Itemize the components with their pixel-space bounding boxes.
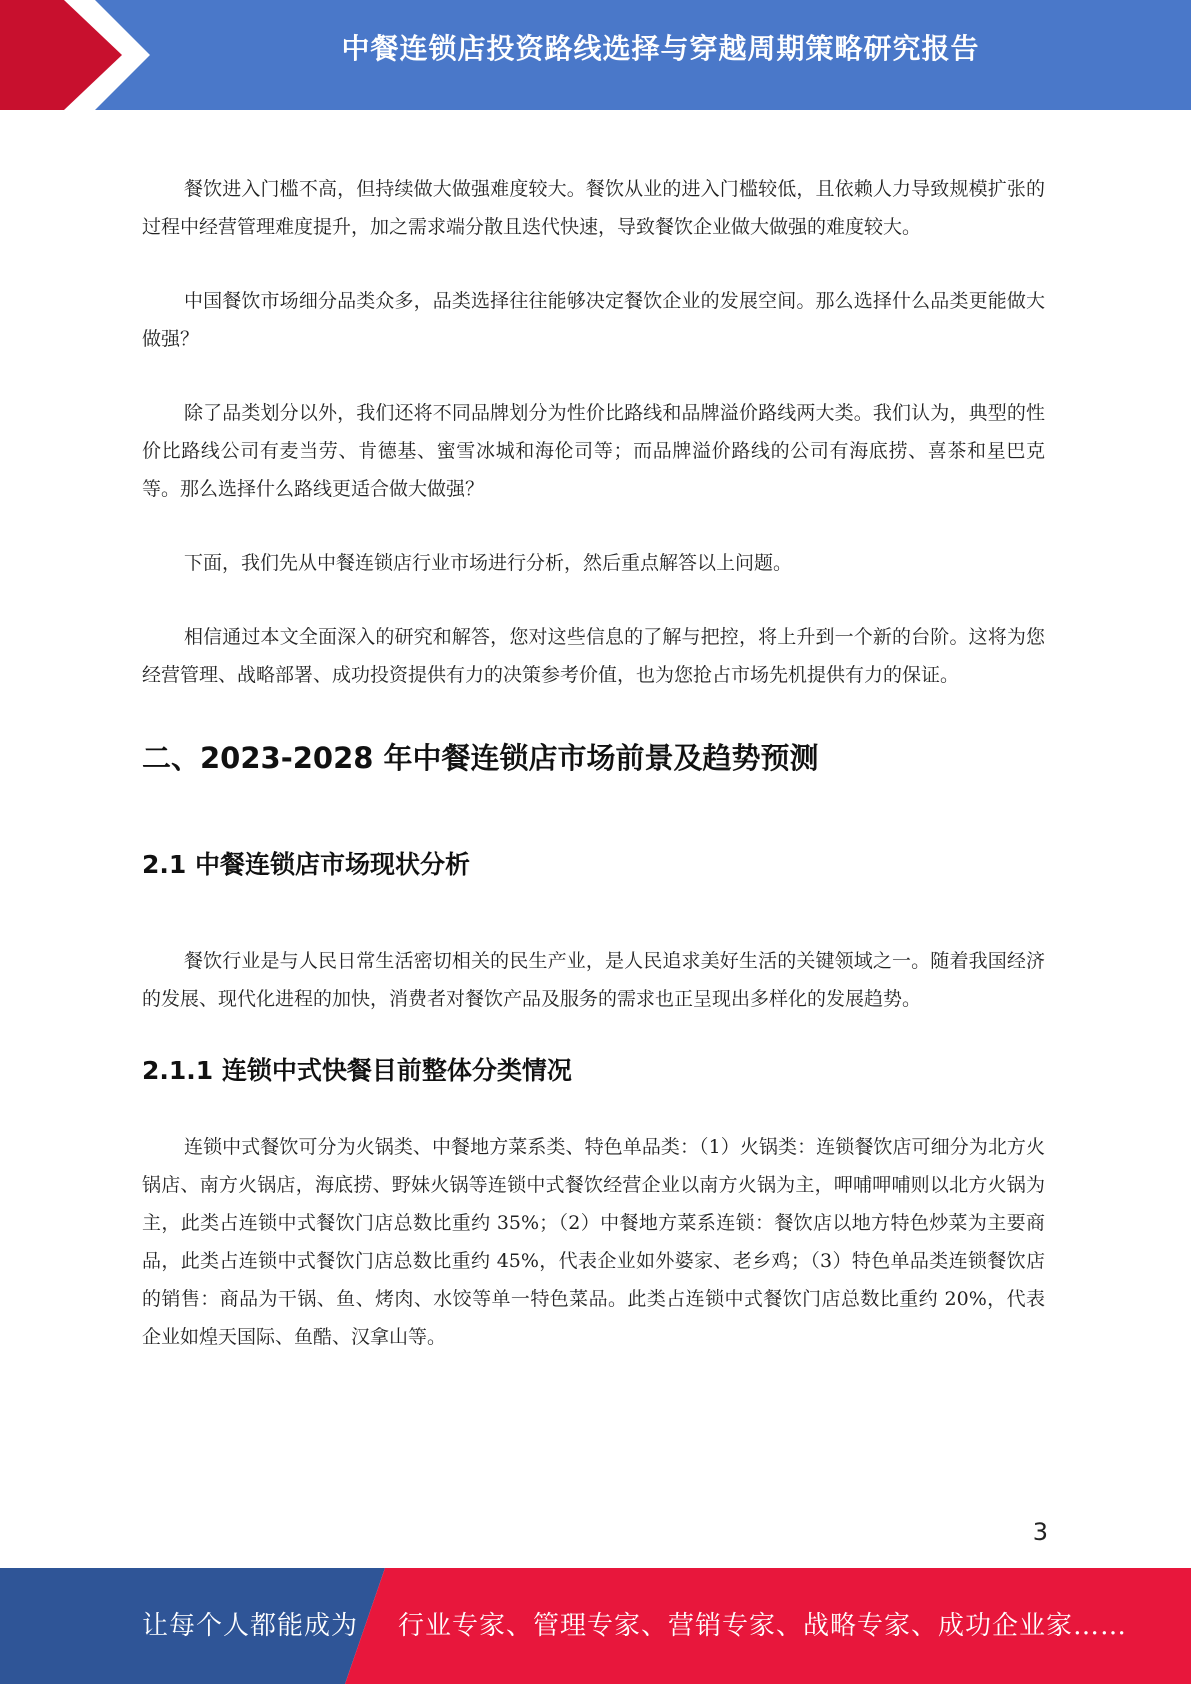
report-title: 中餐连锁店投资路线选择与穿越周期策略研究报告 — [341, 32, 980, 65]
subsection-heading: 2.1 中餐连锁店市场现状分析 — [142, 850, 470, 879]
subsubsection-paragraph: 连锁中式餐饮可分为火锅类、中餐地方菜系类、特色单品类：（1）火锅类：连锁餐饮店可细分为北方火锅店、南方火锅店，海底捞、野妹火锅等连锁中式餐饮经营企业以南方火锅为主，呷哺呷哺则以北方火锅为主，此类占连锁中式餐饮门店总数比重约 35%；（2）中餐地方菜系连锁：餐饮店以地方特色炒菜为主要商品，此类占连锁中式餐饮门店总数比重约 45%，代表企业如外婆家、老乡鸡；（3）特色单品类连锁餐饮店的销售：商品为干锅、鱼、烤肉、水饺等单一特色菜品。此类占连锁中式餐饮门店总数比重约 20%，代表企业如煌天国际、鱼酷、汉拿山等。 — [142, 1136, 1045, 1348]
document-body — [142, 170, 1045, 1392]
section-heading: 二、2023-2028 年中餐连锁店市场前景及趋势预测 — [142, 741, 819, 775]
footer-slogan-left: 让每个人都能成为 — [142, 1611, 359, 1641]
intro-paragraph-1: 餐饮进入门槛不高，但持续做大做强难度较大。餐饮从业的进入门槛较低，且依赖人力导致规模扩张的过程中经营管理难度提升，加之需求端分散且迭代快速，导致餐饮企业做大做强的难度较大。 — [142, 178, 1045, 238]
intro-paragraph-4: 下面，我们先从中餐连锁店行业市场进行分析，然后重点解答以上问题。 — [184, 552, 793, 574]
subsection-paragraph: 餐饮行业是与人民日常生活密切相关的民生产业，是人民追求美好生活的关键领域之一。随着我国经济的发展、现代化进程的加快，消费者对餐饮产品及服务的需求也正呈现出多样化的发展趋势。 — [142, 950, 1045, 1010]
subsubsection-heading: 2.1.1 连锁中式快餐目前整体分类情况 — [142, 1056, 572, 1085]
footer-slogan-right: 行业专家、管理专家、营销专家、战略专家、成功企业家…… — [398, 1611, 1128, 1641]
intro-paragraph-5: 相信通过本文全面深入的研究和解答，您对这些信息的了解与把控，将上升到一个新的台阶。这将为您经营管理、战略部署、成功投资提供有力的决策参考价值，也为您抢占市场先机提供有力的保证。 — [142, 626, 1045, 686]
intro-paragraph-3: 除了品类划分以外，我们还将不同品牌划分为性价比路线和品牌溢价路线两大类。我们认为，典型的性价比路线公司有麦当劳、肯德基、蜜雪冰城和海伦司等；而品牌溢价路线的公司有海底捞、喜茶和星巴克等。那么选择什么路线更适合做大做强？ — [142, 402, 1045, 500]
page-number: 3 — [1032, 1518, 1048, 1546]
intro-paragraph-2: 中国餐饮市场细分品类众多，品类选择往往能够决定餐饮企业的发展空间。那么选择什么品类更能做大做强？ — [142, 290, 1045, 350]
page-header — [0, 0, 1191, 110]
page-footer — [0, 1568, 1191, 1684]
